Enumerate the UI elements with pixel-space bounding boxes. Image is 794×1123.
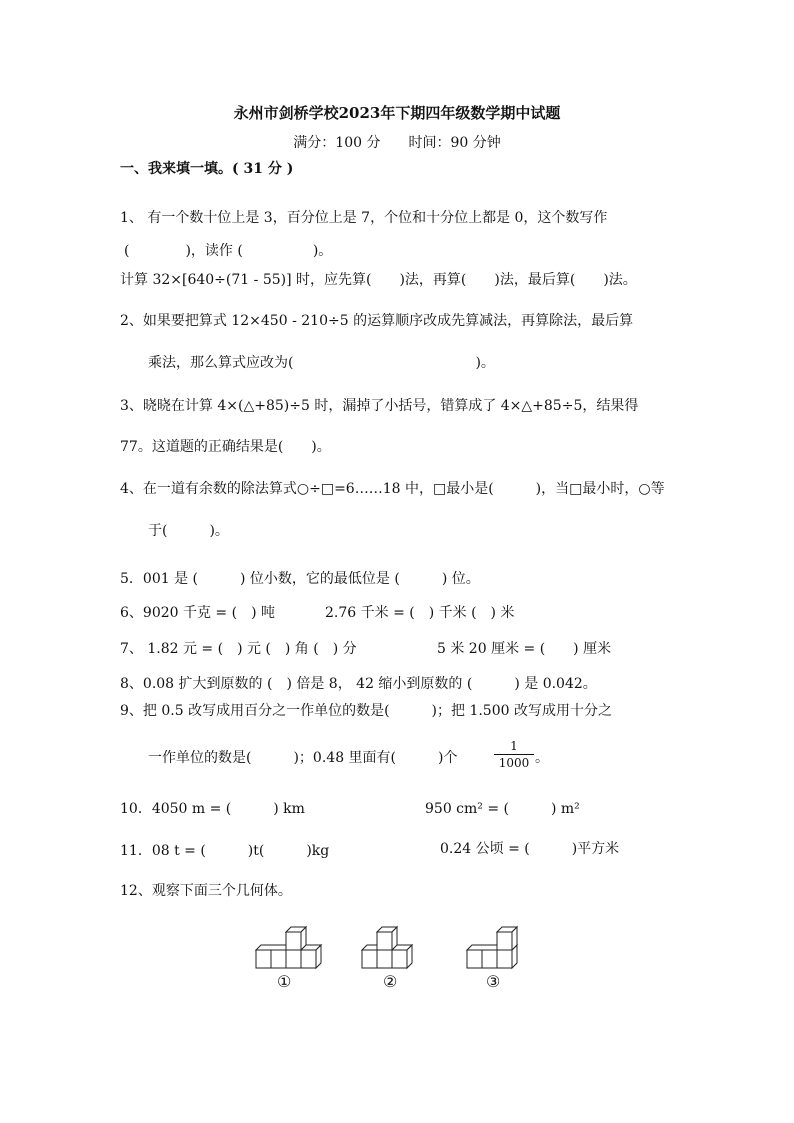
question-10-part-b: 950 cm² = ( ) m² (425, 801, 580, 817)
question-1-line-2: ( )，读作 ( )。 (124, 243, 333, 259)
fraction-denominator: 1000 (498, 756, 530, 770)
fraction-numerator: 1 (510, 739, 518, 753)
question-5: 5．001 是 ( ) 位小数，它的最低位是 ( ) 位。 (120, 571, 480, 587)
question-12: 12、观察下面三个几何体。 (120, 883, 292, 899)
question-2-line-1: 2、如果要把算式 12×450 - 210÷5 的运算顺序改成先算减法，再算除法，最后算 (120, 313, 634, 329)
question-9-line-2: 一作单位的数是( )；0.48 里面有( )个 (148, 750, 458, 766)
question-2-line-2: 乘法，那么算式应改为( )。 (148, 355, 495, 371)
question-3-line-1: 3、晓晓在计算 4×(△+85)÷5 时，漏掉了小括号，错算成了 4×△+85÷5，结果得 (120, 398, 639, 414)
question-4-line-2: 于( )。 (148, 523, 229, 539)
figure-label-2: ② (383, 972, 398, 991)
exam-subtitle: 满分：100 分 时间：90 分钟 (293, 135, 501, 151)
solid-figure-2 (360, 922, 418, 972)
fraction-bar (494, 754, 534, 755)
question-9-line-1: 9、把 0.5 改写成用百分之一作单位的数是( )；把 1.500 改写成用十分之 (120, 703, 612, 719)
figure-label-3: ③ (486, 972, 501, 991)
question-9-end: 。 (535, 750, 549, 766)
question-6-part-b: 2.76 千米 = ( ) 千米 ( ) 米 (325, 605, 515, 621)
question-4-line-1: 4、在一道有余数的除法算式○÷□=6……18 中，□最小是( )，当□最小时，○等 (120, 481, 665, 497)
fraction-one-thousandth (494, 739, 534, 770)
question-7-part-b: 5 米 20 厘米 = ( ) 厘米 (437, 641, 612, 657)
question-7-part-a: 7、 1.82 元 = ( ) 元 ( ) 角 ( ) 分 (120, 641, 357, 657)
question-1-line-3: 计算 32×[640÷(71 - 55)] 时，应先算( )法，再算( )法，最后算( )法。 (120, 272, 637, 288)
figure-label-1: ① (277, 972, 292, 991)
question-1-line-1: 1、 有一个数十位上是 3，百分位上是 7，个位和十分位上都是 0，这个数写作 (120, 210, 608, 226)
exam-title: 永州市剑桥学校2023年下期四年级数学期中试题 (233, 104, 561, 122)
solid-figure-3 (465, 922, 527, 972)
solid-figure-1 (254, 922, 324, 972)
question-3-line-2: 77。这道题的正确结果是( )。 (120, 439, 331, 455)
question-11-part-a: 11．08 t = ( )t( )kg (120, 843, 330, 859)
question-8: 8、0.08 扩大到原数的 ( ) 倍是 8， 42 缩小到原数的 ( ) 是 0.042。 (120, 676, 597, 692)
question-11-part-b: 0.24 公顷 = ( )平方米 (440, 841, 620, 857)
section-heading: 一、我来填一填。( 31 分 ) (120, 161, 294, 177)
question-6-part-a: 6、9020 千克 = ( ) 吨 (120, 605, 275, 621)
question-10-part-a: 10．4050 m = ( ) km (120, 801, 305, 817)
